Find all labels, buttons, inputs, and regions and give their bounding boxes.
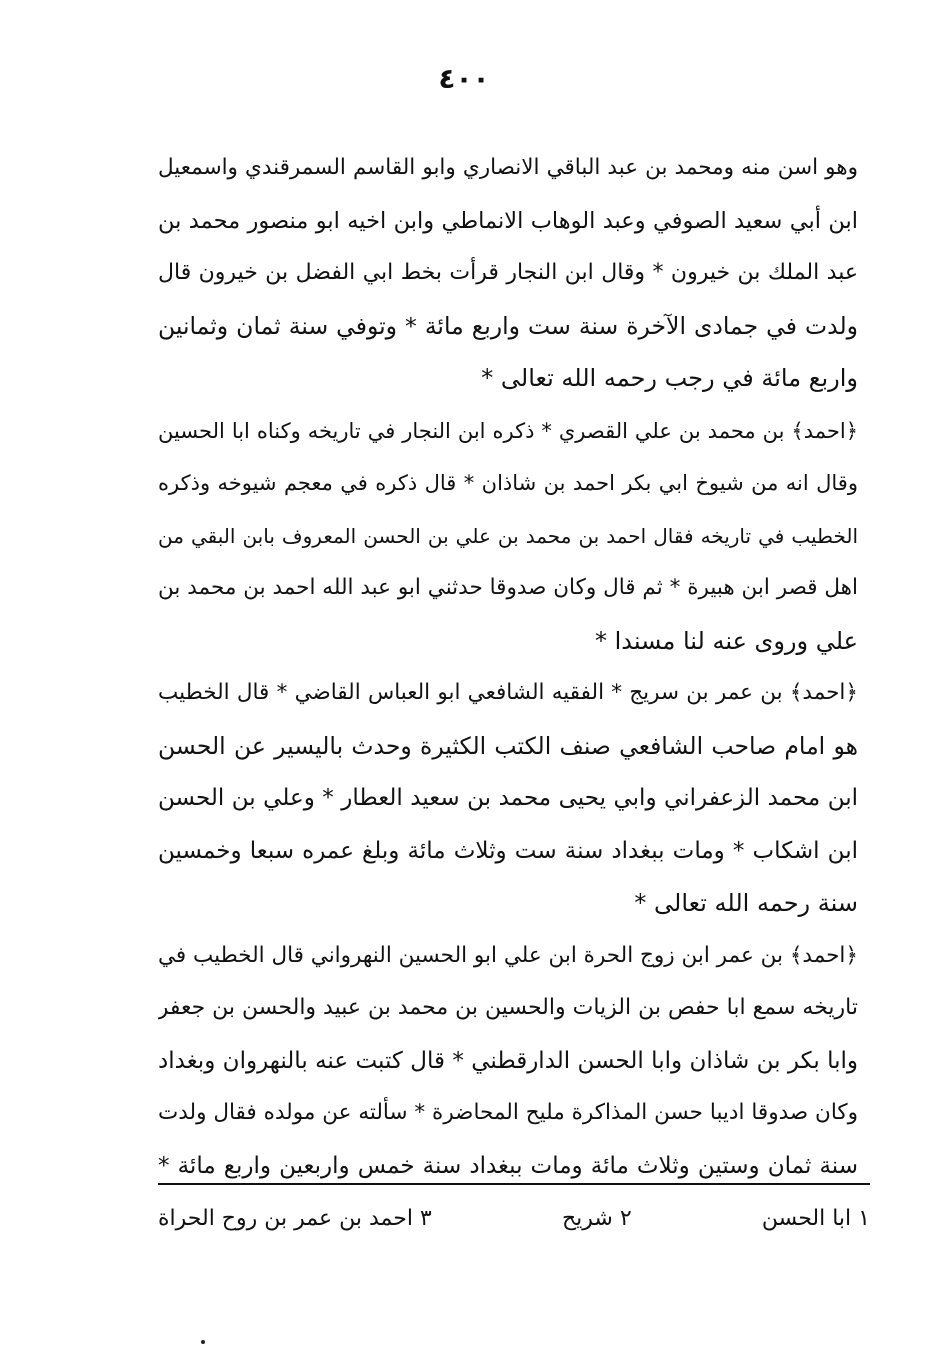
footnotes: [158, 1196, 870, 1240]
text-line: وقال انه من شيوخ ابي بكر احمد بن شاذان * قال ذكره في معجم شيوخه وذكره: [158, 471, 858, 495]
text-line: وهو اسن منه ومحمد بن عبد الباقي الانصاري وابو القاسم السمرقندي واسمعيل: [158, 155, 858, 180]
text-line: سنة ثمان وستين وثلاث مائة ومات ببغداد سنة خمس واربعين واربع مائة *: [158, 1152, 858, 1179]
text-line: وكان صدوقا اديبا حسن المذاكرة مليح المحاضرة * سألته عن مولده فقال ولدت: [158, 1100, 858, 1125]
text-line: وابا بكر بن شاذان وابا الحسن الدارقطني * قال كتبت عنه بالنهروان وبغداد: [158, 1047, 858, 1074]
footnote-3: ٣ احمد بن عمر بن روح الحراة: [158, 1205, 432, 1231]
text-line: ابن محمد الزعفراني وابي يحيى محمد بن سعيد العطار * وعلي بن الحسن: [158, 785, 858, 811]
text-line: هو امام صاحب الشافعي صنف الكتب الكثيرة وحدث باليسير عن الحسن: [158, 731, 858, 760]
text-line: علي وروى عنه لنا مسندا *: [594, 626, 858, 655]
footnote-1: ١ ابا الحسن: [761, 1205, 870, 1231]
text-line: ولدت في جمادى الآخرة سنة ست واربع مائة * وتوفي سنة ثمان وثمانين: [158, 311, 858, 340]
text-line: عبد الملك بن خيرون * وقال ابن النجار قرأت بخط ابي الفضل بن خيرون قال: [158, 260, 858, 285]
text-line: واربع مائة في رجب رحمه الله تعالى *: [481, 364, 858, 392]
footnote-divider: [158, 1183, 870, 1185]
text-line: الخطيب في تاريخه فقال احمد بن محمد بن علي بن الحسن المعروف بابن البقي من: [158, 523, 858, 548]
page-number: ٤٠٠: [438, 62, 490, 95]
text-line: سنة رحمه الله تعالى *: [634, 889, 858, 917]
text-line: ابن أبي سعيد الصوفي وعبد الوهاب الانماطي وابن اخيه ابو منصور محمد بن: [158, 207, 858, 234]
body-text: [158, 142, 858, 1192]
ink-speck: [201, 1340, 205, 1344]
text-line: اهل قصر ابن هبيرة * ثم قال وكان صدوقا حدثني ابو عبد الله احمد بن محمد بن: [158, 575, 858, 600]
text-line: تاريخه سمع ابا حفص بن الزيات والحسين بن محمد بن عبيد والحسن بن جعفر: [158, 995, 858, 1020]
entry-heading-line: ﴿احمد﴾ بن عمر بن سريج * الفقيه الشافعي ابو العباس القاضي * قال الخطيب: [158, 680, 858, 705]
entry-heading-line: ﴿احمد﴾ بن محمد بن علي القصري * ذكره ابن النجار في تاريخه وكناه ابا الحسين: [158, 418, 858, 443]
text-line: ابن اشكاب * ومات ببغداد سنة ست وثلاث مائة وبلغ عمره سبعا وخمسين: [158, 837, 858, 864]
entry-heading-line: ﴿احمد﴾ بن عمر ابن زوج الحرة ابن علي ابو الحسين النهرواني قال الخطيب في: [158, 942, 858, 968]
footnote-2: ٢ شريح: [561, 1205, 632, 1231]
